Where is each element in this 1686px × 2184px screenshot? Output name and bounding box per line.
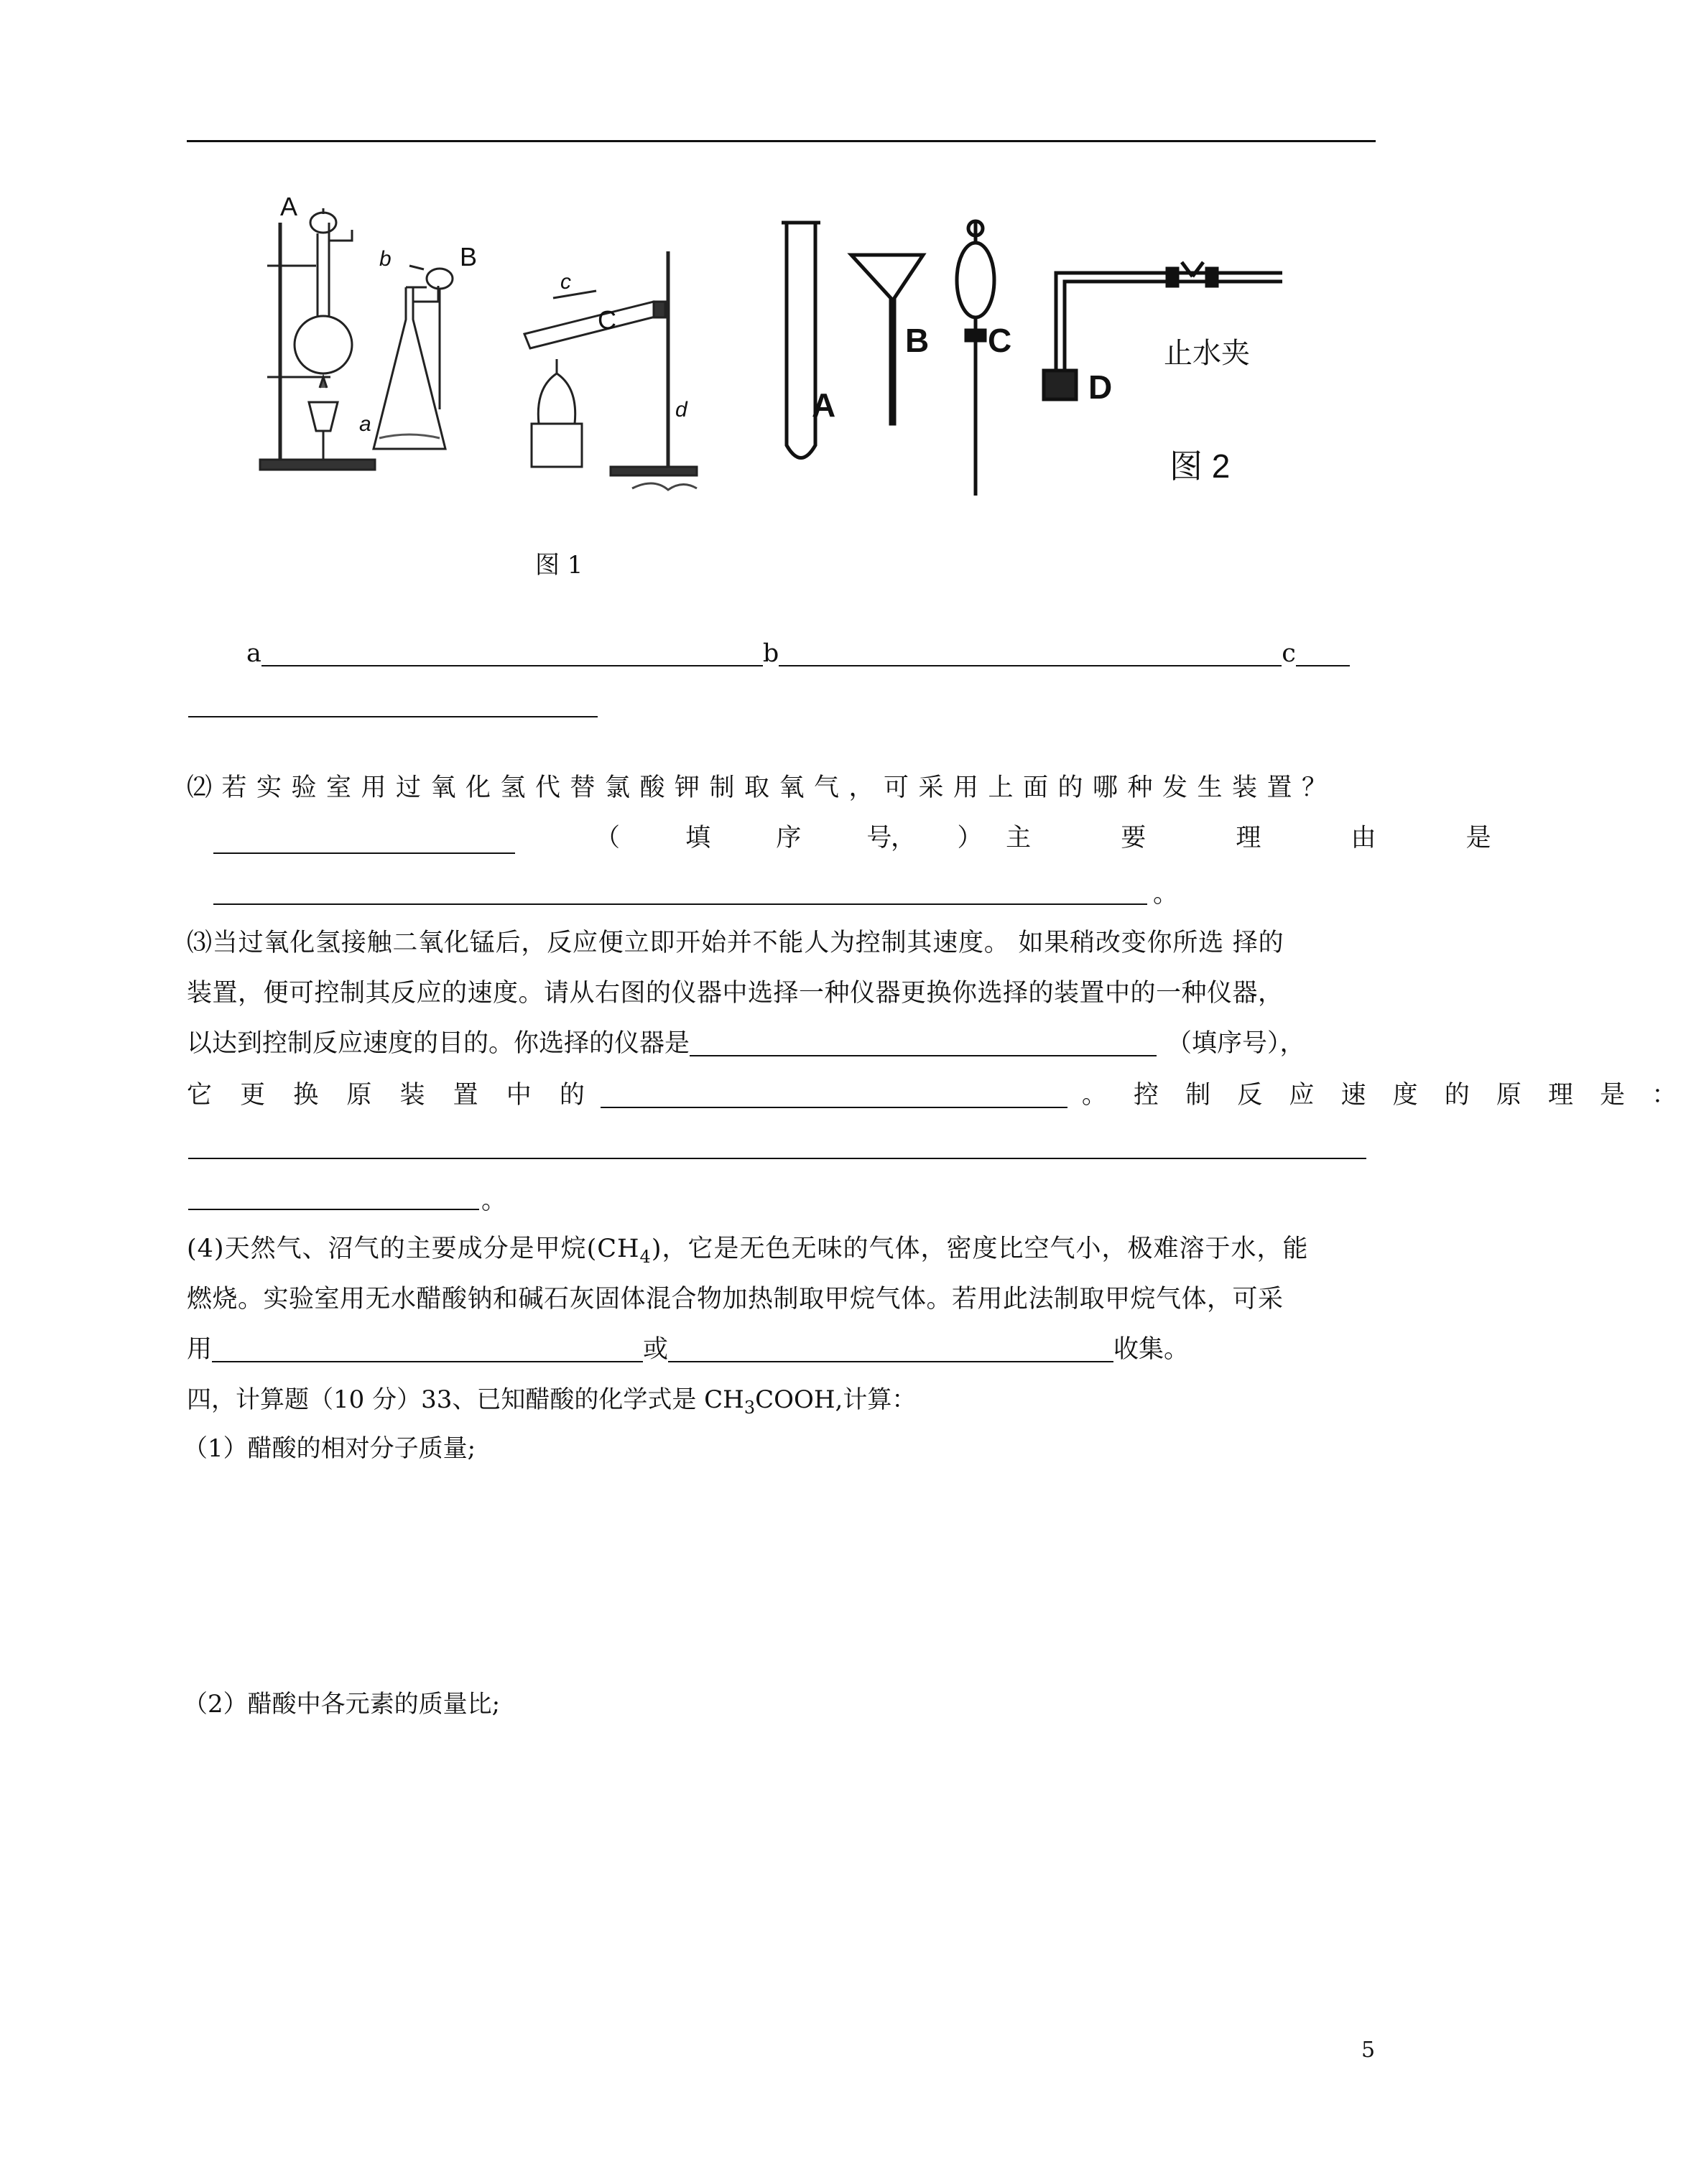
- fig1-label-A: A: [280, 192, 298, 221]
- q2-end: 。: [1153, 880, 1179, 909]
- figure-2-instruments: [769, 208, 1307, 496]
- q1-label-b: b: [762, 639, 779, 668]
- fig2-label-A: A: [812, 386, 836, 424]
- section-4-heading-sub: 3: [744, 1398, 756, 1418]
- header-rule: [187, 140, 1376, 142]
- q1-label-c: c: [1282, 639, 1296, 668]
- q4-blank-method-1[interactable]: [212, 1338, 643, 1362]
- q4-line-1: [187, 1235, 1309, 1267]
- q3-blank-principle-1[interactable]: [188, 1158, 1366, 1159]
- q3-line-3-end: （填序号），: [1167, 1029, 1305, 1058]
- fig1-label-a: a: [359, 412, 371, 436]
- q2-line-1: ⑵若实验室用过氧化氢代替氯酸钾制取氧气，可采用上面的哪种发生装置？: [187, 773, 1337, 802]
- q1-blank-c[interactable]: [1296, 642, 1350, 666]
- q3-blank-principle-2[interactable]: [188, 1209, 479, 1210]
- fig2-label-clamp: 止水夹: [1164, 338, 1250, 369]
- q4-line-1-b: )，它是无色无味的气体，密度比空气小，极难溶于水，能: [651, 1235, 1309, 1263]
- q4-line-3: [187, 1337, 1189, 1362]
- fig2-title: 图 2: [1169, 447, 1231, 485]
- figure-1-caption: 图 1: [535, 551, 583, 580]
- section-4-question-1: （1）醋酸的相对分子质量;: [183, 1434, 476, 1463]
- q4-blank-method-2[interactable]: [668, 1338, 1113, 1362]
- q3-line-3: [187, 1031, 1305, 1056]
- q1-label-a: a: [246, 639, 261, 668]
- q2-fill-paren: （ 填 序 号 ）: [595, 824, 1011, 852]
- fig1-label-B: B: [460, 242, 478, 271]
- q3-line-3-text: 以达到控制反应速度的目的。你选择的仪器是: [187, 1029, 690, 1058]
- fig1-label-c: c: [560, 270, 571, 294]
- fig2-label-D: D: [1088, 368, 1113, 406]
- q3-end: 。: [481, 1186, 507, 1215]
- q4-line-3-end: 收集。: [1113, 1335, 1190, 1364]
- q2-reason-label: ， 主 要 理 由 是: [891, 824, 1532, 852]
- fig2-label-B: B: [905, 322, 930, 359]
- q1-blank-row: [246, 641, 1350, 666]
- q3-blank-instrument[interactable]: [690, 1032, 1157, 1056]
- q4-line-1-sub: 4: [639, 1247, 652, 1267]
- q3-line-4: [187, 1083, 1686, 1108]
- fig2-label-C: C: [988, 322, 1012, 359]
- q2-blank-device[interactable]: [213, 852, 515, 854]
- fig1-label-d: d: [675, 398, 687, 422]
- q1-blank-b[interactable]: [779, 642, 1282, 666]
- section-4-question-2: （2）醋酸中各元素的质量比;: [183, 1690, 501, 1719]
- q3-line-4-text: 它 更 换 原 装 置 中 的: [187, 1081, 595, 1110]
- fig1-label-b: b: [379, 247, 392, 271]
- q3-line-2: 装置，便可控制其反应的速度。请从右图的仪器中选择一种仪器更换你选择的装置中的一种仪器，: [187, 979, 1284, 1008]
- q4-line-3-start: 用: [187, 1335, 213, 1364]
- q1-blank-c-continued[interactable]: [188, 716, 598, 717]
- q3-blank-replaced[interactable]: [601, 1084, 1067, 1108]
- q3-line-1: ⑶当过氧化氢接触二氧化锰后，反应便立即开始并不能人为控制其速度。 如果稍改变你所选 择的: [187, 929, 1284, 957]
- figure-1-apparatus: [251, 194, 740, 517]
- section-4-heading-b: COOH,计算：: [755, 1385, 917, 1414]
- q4-line-1-a: (4)天然气、沼气的主要成分是甲烷(CH: [187, 1235, 640, 1263]
- section-4-heading: [187, 1385, 917, 1418]
- q2-blank-reason[interactable]: [213, 903, 1147, 905]
- q4-line-2: 燃烧。实验室用无水醋酸钠和碱石灰固体混合物加热制取甲烷气体。若用此法制取甲烷气体，可采: [187, 1285, 1284, 1314]
- fig1-label-C: C: [598, 305, 616, 335]
- q3-line-4-end: 。 控 制 反 应 速 度 的 原 理 是 ：: [1081, 1081, 1686, 1110]
- q4-line-3-or: 或: [643, 1335, 669, 1364]
- q1-blank-a[interactable]: [261, 642, 763, 666]
- section-4-heading-a: 四，计算题（10 分）33、已知醋酸的化学式是 CH: [187, 1385, 744, 1414]
- page-number: 5: [1361, 2037, 1376, 2063]
